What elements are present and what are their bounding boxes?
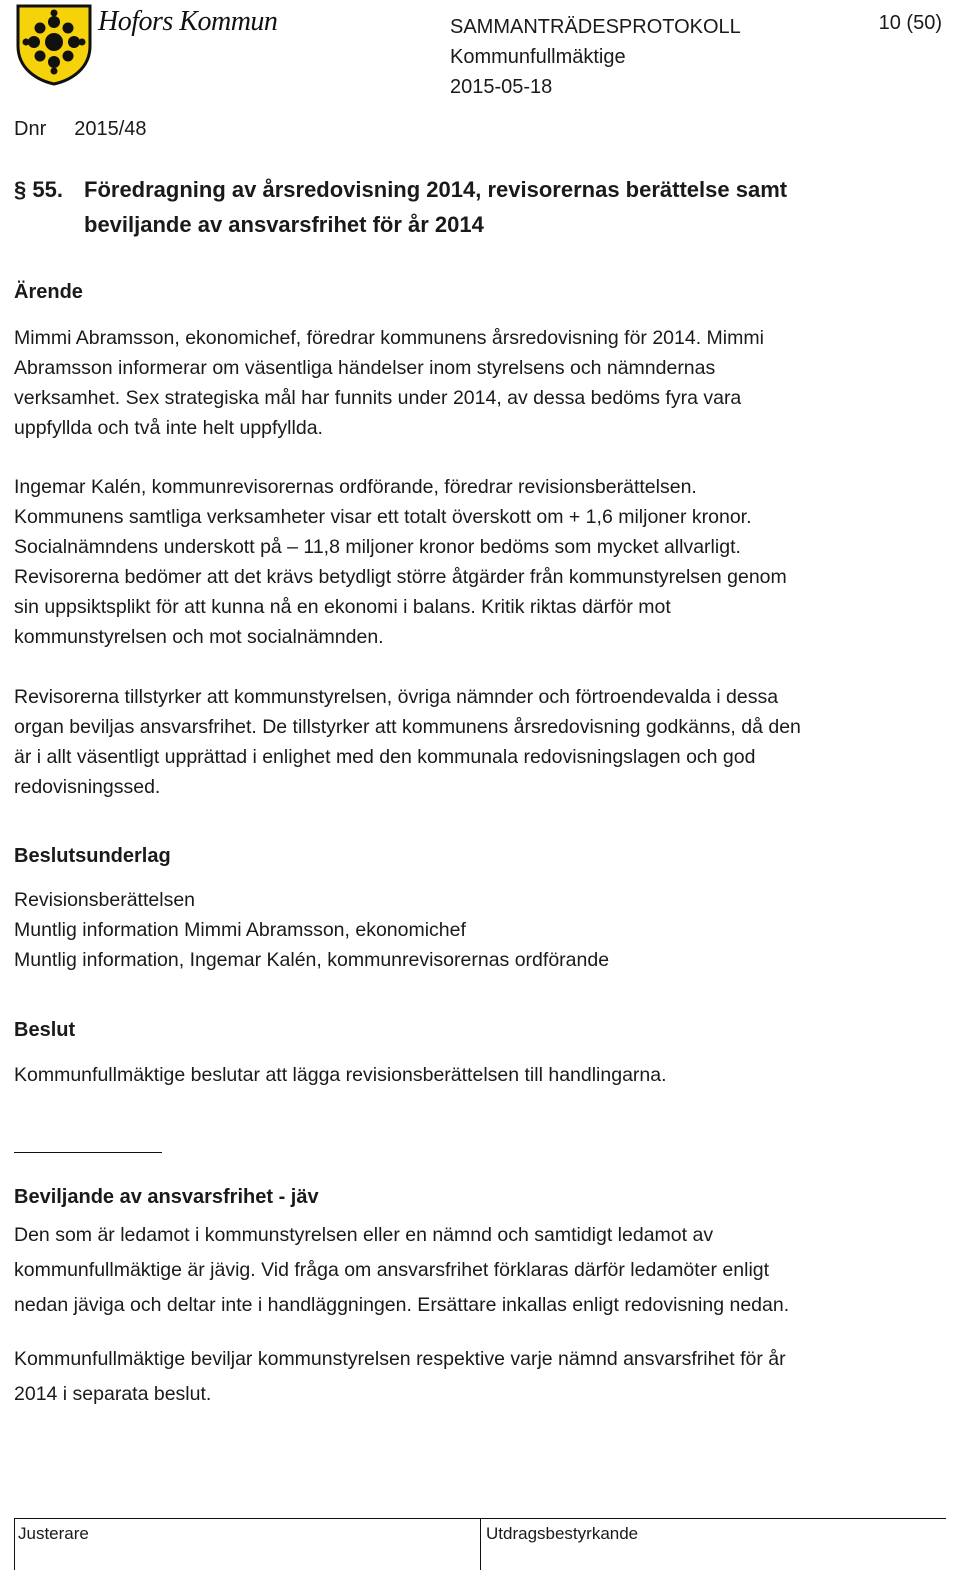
- paragraph-line: Ingemar Kalén, kommunrevisorernas ordförande, föredrar revisionsberättelsen.: [14, 476, 697, 498]
- list-item: Muntlig information, Ingemar Kalén, kommunrevisorernas ordförande: [14, 949, 610, 971]
- section-number: § 55.: [14, 177, 63, 202]
- list-item: Revisionsberättelsen: [14, 889, 196, 911]
- utdragsbestyrkande-label: Utdragsbestyrkande: [486, 1524, 639, 1543]
- jav-heading: Beviljande av ansvarsfrihet - jäv: [14, 1186, 319, 1208]
- arende-paragraph-1: [14, 323, 944, 443]
- paragraph-line: Kommunens samtliga verksamheter visar ett totalt överskott om + 1,6 miljoner kronor.: [14, 506, 752, 528]
- jav-paragraph-1: [14, 1218, 944, 1323]
- paragraph-line: Kommunfullmäktige beslutar att lägga revisionsberättelsen till handlingarna.: [14, 1064, 667, 1086]
- paragraph-line: redovisningssed.: [14, 776, 161, 798]
- municipality-name: Hofors Kommun: [98, 6, 278, 37]
- beslutsunderlag-heading: Beslutsunderlag: [14, 845, 171, 867]
- paragraph-line: kommunstyrelsen och mot socialnämnden.: [14, 626, 384, 648]
- beslut-text: [14, 1060, 944, 1090]
- protocol-type: SAMMANTRÄDESPROTOKOLL: [450, 16, 741, 38]
- paragraph-line: kommunfullmäktige är jävig. Vid fråga om ansvarsfrihet förklaras därför ledamöter enligt: [14, 1259, 770, 1281]
- title-line-2: beviljande av ansvarsfrihet för år 2014: [84, 212, 484, 237]
- paragraph-line: sin uppsiktsplikt för att kunna nå en ekonomi i balans. Kritik riktas därför mot: [14, 596, 671, 618]
- list-item: Muntlig information Mimmi Abramsson, ekonomichef: [14, 919, 466, 941]
- meeting-date: 2015-05-18: [450, 76, 553, 98]
- paragraph-line: 2014 i separata beslut.: [14, 1383, 212, 1405]
- paragraph-line: nedan jäviga och deltar inte i handläggningen. Ersättare inkallas enligt redovisning nedan.: [14, 1294, 790, 1316]
- footer-box-left-border: [14, 1518, 15, 1570]
- arende-paragraph-3: [14, 682, 944, 802]
- arende-paragraph-2: [14, 472, 944, 652]
- dnr-label: Dnr: [14, 118, 47, 140]
- arende-heading: Ärende: [14, 281, 83, 303]
- section-divider: [14, 1152, 162, 1153]
- dnr-line: [14, 118, 147, 141]
- section-title: [14, 172, 934, 242]
- dnr-value: 2015/48: [74, 118, 147, 140]
- paragraph-line: är i allt väsentligt upprättad i enlighet med den kommunala redovisningslagen och god: [14, 746, 756, 768]
- page-number: 10 (50): [878, 12, 942, 34]
- paragraph-line: Socialnämndens underskott på – 11,8 miljoner kronor bedöms som mycket allvarligt.: [14, 536, 741, 558]
- paragraph-line: verksamhet. Sex strategiska mål har funnits under 2014, av dessa bedöms fyra vara: [14, 387, 742, 409]
- footer-box-middle-border: [480, 1518, 481, 1570]
- meeting-body: Kommunfullmäktige: [450, 46, 626, 68]
- paragraph-line: Revisorerna bedömer att det krävs betydligt större åtgärder från kommunstyrelsen genom: [14, 566, 787, 588]
- jav-paragraph-2: [14, 1342, 944, 1412]
- paragraph-line: uppfyllda och två inte helt uppfyllda.: [14, 417, 323, 439]
- beslut-heading: Beslut: [14, 1019, 76, 1041]
- paragraph-line: Den som är ledamot i kommunstyrelsen eller en nämnd och samtidigt ledamot av: [14, 1224, 714, 1246]
- paragraph-line: Mimmi Abramsson, ekonomichef, föredrar kommunens årsredovisning för 2014. Mimmi: [14, 327, 764, 349]
- justerare-label: Justerare: [18, 1524, 89, 1543]
- beslutsunderlag-list: [14, 885, 944, 975]
- title-line-1: Föredragning av årsredovisning 2014, revisorernas berättelse samt: [84, 177, 788, 202]
- paragraph-line: organ beviljas ansvarsfrihet. De tillstyrker att kommunens årsredovisning godkänns, då den: [14, 716, 801, 738]
- municipality-logo-icon: [14, 2, 94, 86]
- paragraph-line: Kommunfullmäktige beviljar kommunstyrelsen respektive varje nämnd ansvarsfrihet för år: [14, 1348, 786, 1370]
- paragraph-line: Abramsson informerar om väsentliga händelser inom styrelsens och nämndernas: [14, 357, 716, 379]
- paragraph-line: Revisorerna tillstyrker att kommunstyrelsen, övriga nämnder och förtroendevalda i dessa: [14, 686, 779, 708]
